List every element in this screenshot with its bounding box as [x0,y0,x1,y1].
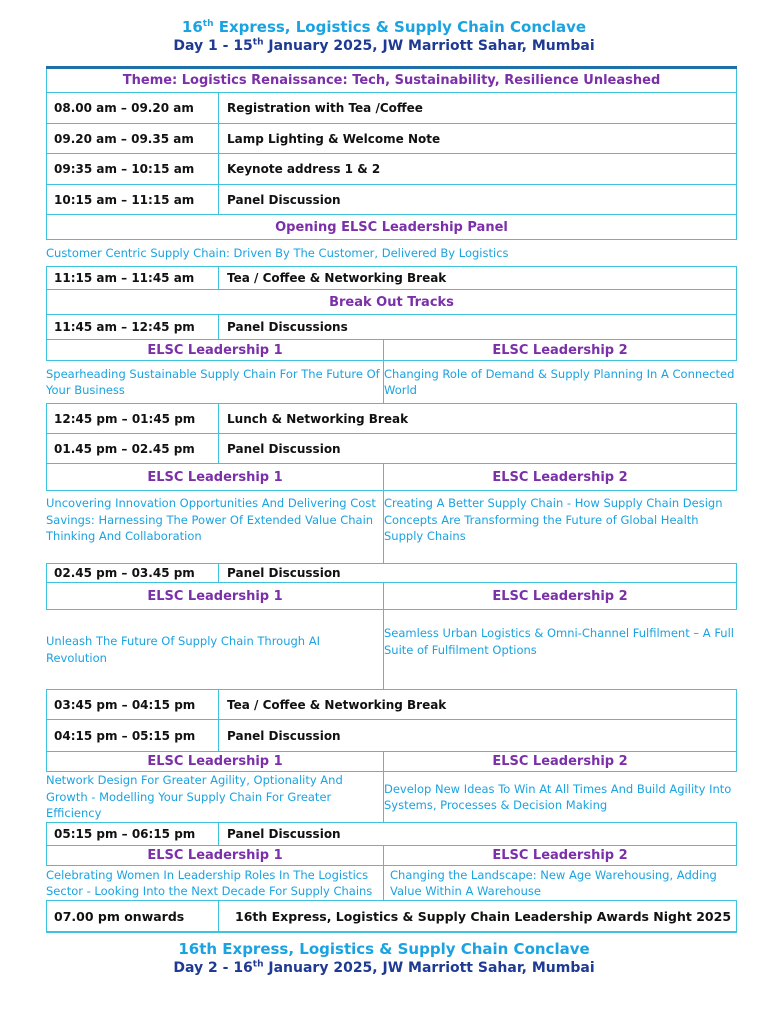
day1-header [0,18,768,56]
track-header-row [46,752,737,772]
track2-topic: Develop New Ideas To Win At All Times And Build Agility Into Systems, Processes & Decision Making [384,781,732,812]
day1-title-text: Express, Logistics & Supply Chain Conclave [218,18,587,36]
day1-title-ordinal: 16 [181,18,203,36]
row-activity: Panel Discussion [219,823,737,845]
day2-date-prefix: Day 2 - 16 [173,960,253,976]
agenda-row [46,154,737,185]
track1-label: ELSC Leadership 1 [46,752,384,771]
agenda-row [46,823,737,846]
track2-label: ELSC Leadership 2 [384,752,737,771]
track2-topic: Changing the Landscape: New Age Warehousing, Adding Value Within A Warehouse [390,867,717,898]
row-time: 08.00 am – 09.20 am [46,93,219,123]
track2-topic: Changing Role of Demand & Supply Planning In A Connected World [384,366,735,397]
row-time: 09:35 am – 10:15 am [46,154,219,184]
track1-label: ELSC Leadership 1 [46,340,384,360]
row-time: 11:15 am – 11:45 am [46,267,219,289]
opening-topic-text: Customer Centric Supply Chain: Driven By The Customer, Delivered By Logistics [46,246,509,260]
agenda-row [46,720,737,752]
awards-row [46,901,737,933]
track1-label: ELSC Leadership 1 [46,846,384,865]
track1-topic: Celebrating Women In Leadership Roles In The Logistics Sector - Looking Into the Next Decade For Supply Chains [46,866,384,900]
row-activity: Panel Discussions [219,315,737,339]
row-activity: Panel Discussion [219,720,737,751]
track2-label: ELSC Leadership 2 [384,464,737,490]
day2-date [0,959,768,978]
track-header-row [46,583,737,610]
theme-text: Theme: Logistics Renaissance: Tech, Sustainability, Resilience Unleashed [46,69,737,92]
track1-topic: Network Design For Greater Agility, Optionality And Growth - Modelling Your Supply Chain For Greater Efficiency [46,772,384,822]
agenda-row [46,185,737,215]
opening-panel-title: Opening ELSC Leadership Panel [46,215,737,239]
agenda-row [46,315,737,340]
row-time: 09.20 am – 09.35 am [46,124,219,153]
row-time: 07.00 pm onwards [46,901,219,931]
row-activity: 16th Express, Logistics & Supply Chain Leadership Awards Night 2025 [219,901,737,931]
agenda-row [46,690,737,720]
row-time: 02.45 pm – 03.45 pm [46,564,219,582]
row-activity: Panel Discussion [219,564,737,582]
theme-row [46,69,737,93]
track1-topic: Spearheading Sustainable Supply Chain For The Future Of Your Business [46,361,384,403]
track1-topic: Unleash The Future Of Supply Chain Through AI Revolution [46,610,384,689]
track-header-row [46,464,737,491]
agenda-row [46,434,737,464]
opening-topic-row [46,240,737,267]
agenda-row [46,267,737,290]
row-time: 03:45 pm – 04:15 pm [46,690,219,719]
track-topics-row [46,610,737,690]
row-activity: Panel Discussion [219,434,737,463]
row-time: 04:15 pm – 05:15 pm [46,720,219,751]
track-topics-row [46,491,737,564]
agenda-table [46,66,737,932]
track-header-row [46,340,737,361]
row-activity: Lamp Lighting & Welcome Note [219,124,737,153]
day1-date [0,37,768,56]
day1-date-suffix: th [252,37,264,48]
track1-topic: Uncovering Innovation Opportunities And Delivering Cost Savings: Harnessing The Power Of Extended Value Chain Thinking And Collaboration [46,491,384,563]
track-topics-row [46,361,737,404]
day1-title-suffix: th [202,19,214,29]
agenda-row [46,404,737,434]
row-activity: Panel Discussion [219,185,737,214]
agenda-row [46,564,737,583]
agenda-row [46,124,737,154]
row-activity: Lunch & Networking Break [219,404,737,433]
row-activity: Registration with Tea /Coffee [219,93,737,123]
day1-date-rest: January 2025, JW Marriott Sahar, Mumbai [263,38,595,54]
track1-label: ELSC Leadership 1 [46,464,384,490]
row-time: 11:45 am – 12:45 pm [46,315,219,339]
row-time: 05:15 pm – 06:15 pm [46,823,219,845]
break-out-row [46,290,737,315]
opening-panel-row [46,215,737,240]
track-topics-row [46,866,737,901]
track-topics-row [46,772,737,823]
row-time: 12:45 pm – 01:45 pm [46,404,219,433]
track-header-row [46,846,737,866]
row-activity: Tea / Coffee & Networking Break [219,267,737,289]
row-activity: Keynote address 1 & 2 [219,154,737,184]
day1-title [0,18,768,37]
row-time: 10:15 am – 11:15 am [46,185,219,214]
track2-label: ELSC Leadership 2 [384,846,737,865]
day2-title: 16th Express, Logistics & Supply Chain Conclave [178,940,590,958]
day1-date-prefix: Day 1 - 15 [173,38,253,54]
track2-label: ELSC Leadership 2 [384,340,737,360]
row-activity: Tea / Coffee & Networking Break [219,690,737,719]
track2-label: ELSC Leadership 2 [384,583,737,609]
track1-label: ELSC Leadership 1 [46,583,384,609]
day2-header [0,940,768,978]
day2-date-suffix: th [252,959,264,970]
break-out-title: Break Out Tracks [46,290,737,314]
track2-topic: Creating A Better Supply Chain - How Supply Chain Design Concepts Are Transforming the Future of Global Health Supply Chains [384,496,723,543]
track2-topic: Seamless Urban Logistics & Omni-Channel Fulfilment – A Full Suite of Fulfilment Options [384,626,734,657]
day2-date-rest: January 2025, JW Marriott Sahar, Mumbai [263,960,595,976]
agenda-row [46,93,737,124]
row-time: 01.45 pm – 02.45 pm [46,434,219,463]
